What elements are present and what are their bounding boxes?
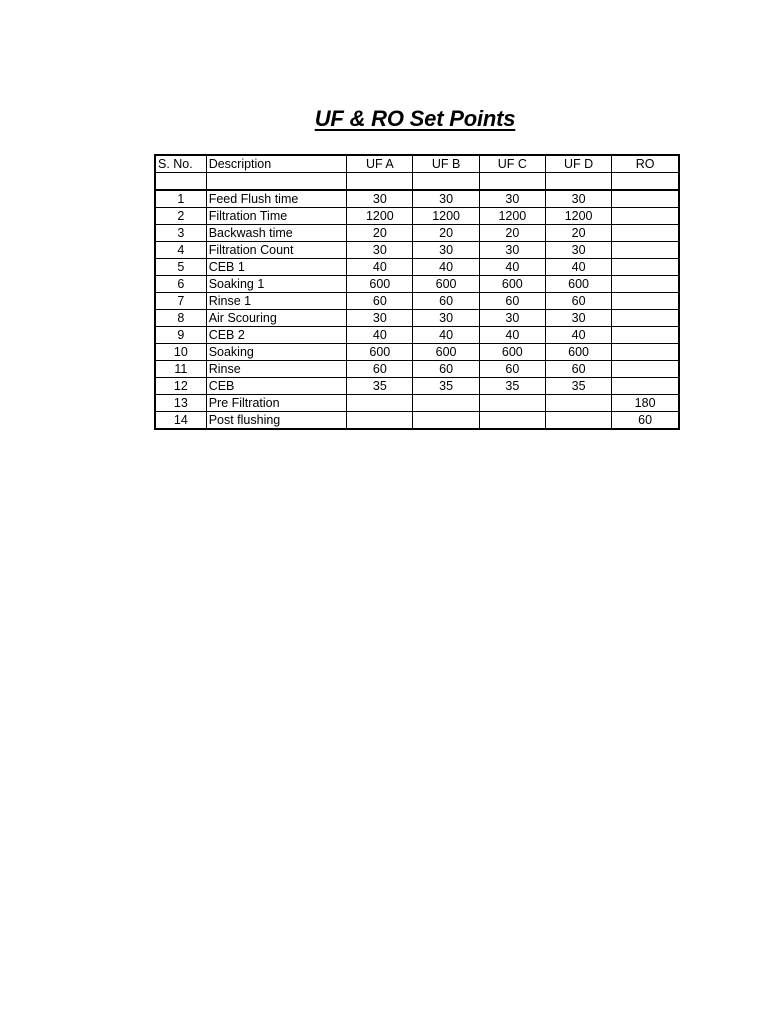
cell-uf-c: 600	[479, 344, 545, 361]
cell-uf-b	[413, 395, 479, 412]
cell-uf-d: 60	[545, 361, 611, 378]
table-row	[155, 259, 679, 276]
table-row	[155, 293, 679, 310]
cell-sno: 14	[155, 412, 206, 430]
table-row	[155, 276, 679, 293]
cell-uf-c: 60	[479, 293, 545, 310]
cell-uf-b: 600	[413, 276, 479, 293]
page-title: UF & RO Set Points	[314, 106, 516, 131]
cell-uf-d	[545, 395, 611, 412]
table-row	[155, 242, 679, 259]
cell-ro	[612, 361, 679, 378]
cell-uf-a: 20	[347, 225, 413, 242]
cell-ro	[612, 293, 679, 310]
cell-description: Filtration Time	[206, 208, 347, 225]
cell-description: Soaking	[206, 344, 347, 361]
table-body	[155, 190, 679, 429]
cell-uf-d: 30	[545, 310, 611, 327]
cell-uf-d: 30	[545, 242, 611, 259]
cell-description: CEB	[206, 378, 347, 395]
cell-uf-c: 30	[479, 242, 545, 259]
cell-uf-a: 600	[347, 276, 413, 293]
blank-cell	[612, 173, 679, 191]
cell-sno: 3	[155, 225, 206, 242]
table-row	[155, 361, 679, 378]
cell-description: Soaking 1	[206, 276, 347, 293]
cell-uf-b: 35	[413, 378, 479, 395]
blank-spacer-row	[155, 173, 679, 191]
cell-uf-c: 20	[479, 225, 545, 242]
column-header-ro: RO	[612, 155, 679, 173]
cell-description: Rinse	[206, 361, 347, 378]
cell-uf-d: 1200	[545, 208, 611, 225]
cell-uf-a: 60	[347, 293, 413, 310]
column-header-uf-b: UF B	[413, 155, 479, 173]
cell-uf-d: 40	[545, 327, 611, 344]
cell-uf-b: 30	[413, 190, 479, 208]
cell-sno: 2	[155, 208, 206, 225]
column-header-uf-d: UF D	[545, 155, 611, 173]
cell-uf-b	[413, 412, 479, 430]
cell-sno: 8	[155, 310, 206, 327]
cell-sno: 11	[155, 361, 206, 378]
cell-sno: 12	[155, 378, 206, 395]
cell-ro	[612, 225, 679, 242]
cell-uf-a: 40	[347, 327, 413, 344]
cell-uf-b: 20	[413, 225, 479, 242]
blank-cell	[479, 173, 545, 191]
table-row	[155, 412, 679, 430]
cell-uf-c	[479, 412, 545, 430]
cell-ro	[612, 190, 679, 208]
cell-uf-c: 600	[479, 276, 545, 293]
cell-sno: 5	[155, 259, 206, 276]
cell-uf-c: 30	[479, 190, 545, 208]
cell-description: Pre Filtration	[206, 395, 347, 412]
cell-sno: 10	[155, 344, 206, 361]
blank-cell	[545, 173, 611, 191]
cell-uf-a: 30	[347, 190, 413, 208]
cell-uf-b: 60	[413, 293, 479, 310]
cell-sno: 13	[155, 395, 206, 412]
cell-uf-b: 60	[413, 361, 479, 378]
table-row	[155, 344, 679, 361]
cell-ro	[612, 242, 679, 259]
cell-description: Filtration Count	[206, 242, 347, 259]
cell-ro	[612, 208, 679, 225]
cell-uf-d	[545, 412, 611, 430]
cell-uf-c: 40	[479, 259, 545, 276]
cell-uf-b: 40	[413, 327, 479, 344]
blank-cell	[413, 173, 479, 191]
table-row	[155, 378, 679, 395]
cell-uf-a: 35	[347, 378, 413, 395]
cell-uf-d: 600	[545, 344, 611, 361]
cell-uf-d: 20	[545, 225, 611, 242]
cell-uf-b: 30	[413, 310, 479, 327]
cell-uf-d: 60	[545, 293, 611, 310]
cell-ro	[612, 259, 679, 276]
column-header-uf-a: UF A	[347, 155, 413, 173]
table-row	[155, 327, 679, 344]
column-header-uf-c: UF C	[479, 155, 545, 173]
cell-uf-d: 35	[545, 378, 611, 395]
cell-uf-a	[347, 412, 413, 430]
cell-sno: 9	[155, 327, 206, 344]
cell-ro: 60	[612, 412, 679, 430]
cell-ro	[612, 327, 679, 344]
cell-uf-c: 35	[479, 378, 545, 395]
cell-description: Air Scouring	[206, 310, 347, 327]
cell-uf-c: 30	[479, 310, 545, 327]
table-header-row	[155, 155, 679, 173]
cell-uf-a: 30	[347, 242, 413, 259]
cell-uf-c: 60	[479, 361, 545, 378]
cell-sno: 4	[155, 242, 206, 259]
blank-cell	[206, 173, 347, 191]
cell-uf-b: 30	[413, 242, 479, 259]
cell-ro	[612, 344, 679, 361]
cell-uf-a: 60	[347, 361, 413, 378]
set-points-table	[154, 154, 680, 430]
cell-uf-b: 1200	[413, 208, 479, 225]
column-header-description: Description	[206, 155, 347, 173]
cell-sno: 7	[155, 293, 206, 310]
cell-uf-c: 1200	[479, 208, 545, 225]
cell-description: CEB 1	[206, 259, 347, 276]
cell-description: Post flushing	[206, 412, 347, 430]
table-row	[155, 310, 679, 327]
cell-ro	[612, 276, 679, 293]
table-row	[155, 395, 679, 412]
cell-description: Backwash time	[206, 225, 347, 242]
cell-uf-b: 600	[413, 344, 479, 361]
cell-uf-c	[479, 395, 545, 412]
cell-description: CEB 2	[206, 327, 347, 344]
cell-sno: 1	[155, 190, 206, 208]
cell-uf-d: 30	[545, 190, 611, 208]
blank-cell	[155, 173, 206, 191]
cell-uf-a: 30	[347, 310, 413, 327]
cell-uf-b: 40	[413, 259, 479, 276]
cell-uf-a	[347, 395, 413, 412]
cell-ro	[612, 378, 679, 395]
table-row	[155, 190, 679, 208]
cell-uf-a: 1200	[347, 208, 413, 225]
column-header-sno: S. No.	[155, 155, 206, 173]
cell-sno: 6	[155, 276, 206, 293]
cell-ro: 180	[612, 395, 679, 412]
cell-uf-d: 40	[545, 259, 611, 276]
cell-description: Feed Flush time	[206, 190, 347, 208]
table-row	[155, 225, 679, 242]
cell-uf-a: 40	[347, 259, 413, 276]
table-row	[155, 208, 679, 225]
cell-uf-c: 40	[479, 327, 545, 344]
cell-ro	[612, 310, 679, 327]
cell-description: Rinse 1	[206, 293, 347, 310]
cell-uf-d: 600	[545, 276, 611, 293]
blank-cell	[347, 173, 413, 191]
cell-uf-a: 600	[347, 344, 413, 361]
